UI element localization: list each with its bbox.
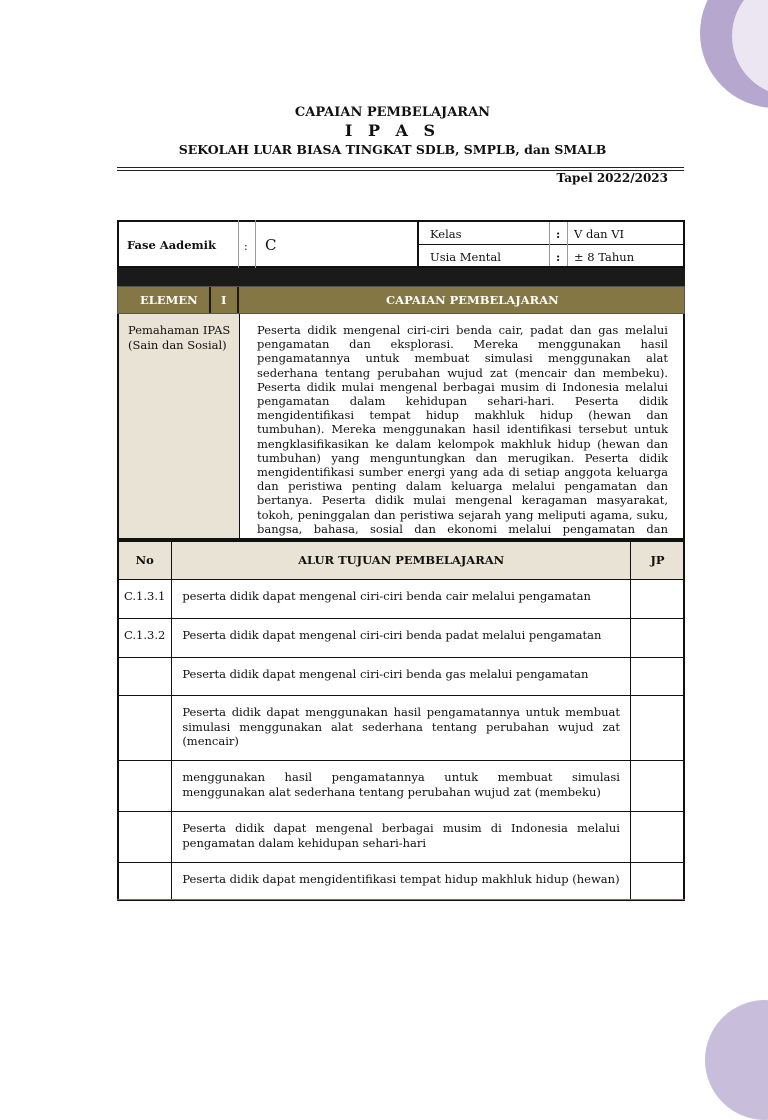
separator-bar bbox=[117, 268, 685, 286]
col-cp-header: CAPAIAN PEMBELAJARAN bbox=[386, 293, 559, 307]
table-row bbox=[118, 863, 685, 901]
row-no bbox=[118, 761, 172, 812]
kelas-divider-v1 bbox=[549, 222, 550, 266]
fase-divider bbox=[238, 220, 239, 268]
row-jp bbox=[631, 761, 685, 812]
decorative-circle-bottom bbox=[705, 1000, 768, 1120]
elemen-text: Pemahaman IPAS (Sain dan Sosial) bbox=[128, 323, 231, 352]
table-row bbox=[118, 580, 685, 619]
fase-colon: : bbox=[244, 240, 248, 253]
row-text: peserta didik dapat mengenal ciri-ciri benda cair melalui pengamatan bbox=[172, 580, 631, 619]
row-text: Peserta didik dapat mengenal ciri-ciri benda gas melalui pengamatan bbox=[172, 658, 631, 696]
kelas-box bbox=[417, 220, 685, 268]
kelas-value: V dan VI bbox=[574, 227, 625, 241]
kelas-colon: : bbox=[556, 227, 561, 241]
table-row bbox=[118, 696, 685, 761]
row-text: Peserta didik dapat mengenal berbagai musim di Indonesia melalui pengamatan dalam kehidupan sehari-hari bbox=[172, 812, 631, 863]
document-title: CAPAIAN PEMBELAJARAN bbox=[294, 105, 491, 120]
row-text: Peserta didik dapat mengidentifikasi tempat hidup makhluk hidup (hewan) bbox=[172, 863, 631, 901]
row-jp bbox=[631, 580, 685, 619]
fase-value: C bbox=[265, 236, 277, 254]
row-jp bbox=[631, 696, 685, 761]
subject-title: I P A S bbox=[344, 121, 441, 140]
fase-divider-2 bbox=[255, 220, 256, 268]
school-title: SEKOLAH LUAR BIASA TINGKAT SDLB, SMPLB, dan SMALB bbox=[178, 142, 607, 157]
row-no bbox=[118, 696, 172, 761]
header-rule bbox=[117, 167, 684, 168]
row-jp bbox=[631, 619, 685, 658]
table-row bbox=[118, 658, 685, 696]
cp-content-row bbox=[117, 314, 685, 540]
row-jp bbox=[631, 863, 685, 901]
row-jp bbox=[631, 658, 685, 696]
col-elemen-header: ELEMEN bbox=[140, 293, 198, 307]
col-sep-header: I bbox=[221, 293, 227, 307]
fase-box bbox=[117, 220, 417, 268]
capaian-text: Peserta didik mengenal ciri-ciri benda cair, padat dan gas melalui pengamatan dan eksplorasi. Mereka menggunakan hasil pengamatannya untuk membuat simulasi menggunakan alat sederhana tentang perubahan wujud zat (mencair dan membeku). Peserta didik mulai mengenal berbagai musim di Indonesia melalui pengamatan dalam kehidupan sehari-hari. Peserta didik mengidentifikasi tempat hidup makhluk hidup (hewan dan tumbuhan). Mereka menggunakan hasil identifikasi tersebut untuk mengklasifikasikan ke dalam kelompok makhluk hidup (hewan dan tumbuhan) yang menguntungkan dan merugikan. Peserta didik mengidentifikasi sumber energi yang ada di setiap anggota keluarga dan peristiwa penting dalam keluarga melalui pengamatan dan bertanya. Peserta didik mulai mengenal keragaman masyarakat, tokoh, peninggalan dan peristiwa sejarah yang meliputi agama, suku, bangsa, bahasa, sosial dan ekonomi melalui pengamatan dan bbox=[257, 323, 668, 536]
cp-header-row bbox=[117, 286, 685, 314]
kelas-divider-v2 bbox=[567, 222, 568, 266]
header-separator-2 bbox=[237, 287, 239, 313]
col-alur-header: ALUR TUJUAN PEMBELAJARAN bbox=[172, 541, 631, 580]
col-no-header: No bbox=[118, 541, 172, 580]
row-text: menggunakan hasil pengamatannya untuk membuat simulasi menggunakan alat sederhana tentang perubahan wujud zat (membeku) bbox=[172, 761, 631, 812]
school-year: Tapel 2022/2023 bbox=[556, 171, 668, 185]
row-text: Peserta didik dapat menggunakan hasil pengamatannya untuk membuat simulasi menggunakan alat sederhana tentang perubahan wujud zat (mencair) bbox=[172, 696, 631, 761]
row-no: C.1.3.2 bbox=[118, 619, 172, 658]
table-row bbox=[118, 761, 685, 812]
col-jp-header: JP bbox=[631, 541, 685, 580]
usia-label: Usia Mental bbox=[430, 250, 501, 264]
usia-colon: : bbox=[556, 250, 561, 264]
document-header bbox=[117, 104, 668, 158]
row-no bbox=[118, 658, 172, 696]
usia-value: ± 8 Tahun bbox=[574, 250, 635, 264]
elemen-cell bbox=[119, 314, 240, 538]
table-row bbox=[118, 619, 685, 658]
row-text: Peserta didik dapat mengenal ciri-ciri benda padat melalui pengamatan bbox=[172, 619, 631, 658]
header-separator bbox=[209, 287, 211, 313]
row-no: C.1.3.1 bbox=[118, 580, 172, 619]
row-no bbox=[118, 812, 172, 863]
row-no bbox=[118, 863, 172, 901]
atp-table bbox=[117, 540, 685, 901]
row-jp bbox=[631, 812, 685, 863]
table-row bbox=[118, 812, 685, 863]
kelas-label: Kelas bbox=[430, 227, 462, 241]
page-break-line bbox=[117, 899, 685, 900]
kelas-row-divider bbox=[419, 244, 683, 245]
fase-label: Fase Aademik bbox=[127, 238, 217, 252]
